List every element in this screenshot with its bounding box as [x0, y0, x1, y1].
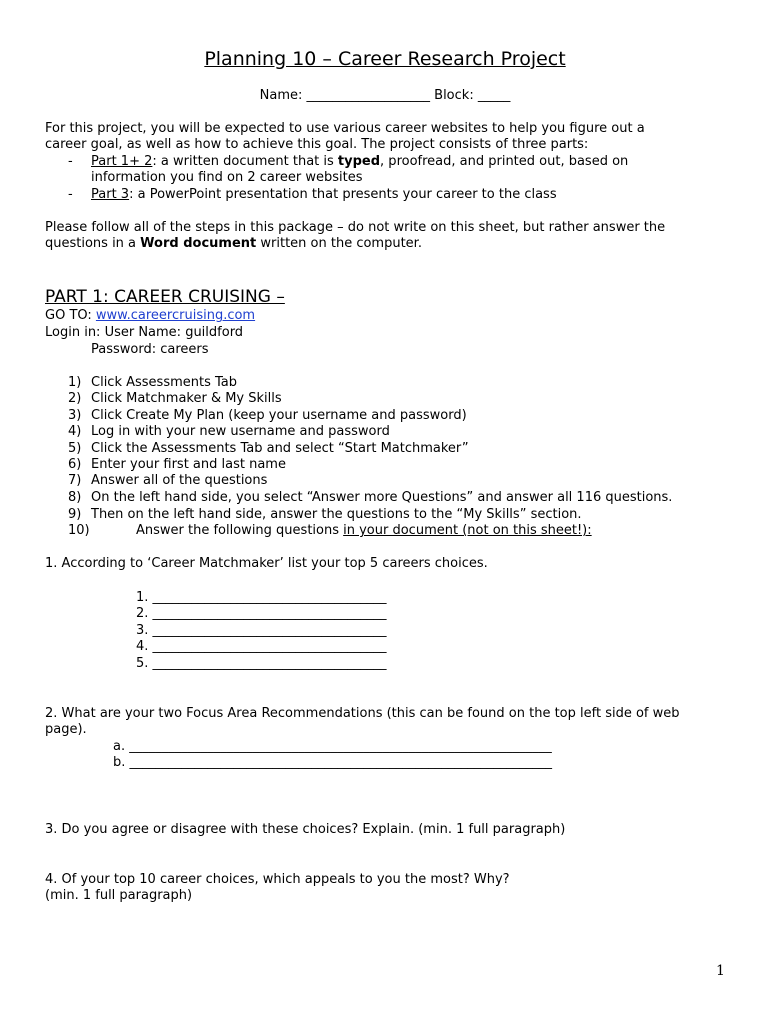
step-num: 6) [68, 457, 82, 472]
step-text: Then on the left hand side, answer the questions to the “My Skills” section. [91, 507, 582, 522]
part1-heading: PART 1: CAREER CRUISING – [45, 287, 285, 307]
step-text: Click the Assessments Tab and select “Start Matchmaker” [91, 441, 469, 456]
step-num: 8) [68, 490, 82, 505]
step-text: Click Assessments Tab [91, 375, 238, 390]
page-number: 1 [716, 963, 725, 979]
step-10-pre: Answer the following questions [136, 523, 344, 538]
question-4-line-2: (min. 1 full paragraph) [45, 888, 193, 903]
login-line: Login in: User Name: guildford [45, 325, 244, 340]
question-3: 3. Do you agree or disagree with these choices? Explain. (min. 1 full paragraph) [45, 822, 566, 837]
step-text: Click Matchmaker & My Skills [91, 391, 282, 406]
answer-line: 3. ____________________________________ [136, 623, 387, 638]
step-num: 4) [68, 424, 82, 439]
bullet-text: : a written document that is [152, 154, 338, 169]
goto-line [45, 308, 255, 324]
step-num: 2) [68, 391, 82, 406]
question-2-line-1: 2. What are your two Focus Area Recommendations (this can be found on the top left side of web [45, 706, 680, 721]
step-text: Click Create My Plan (keep your username and password) [91, 408, 467, 423]
bullet-bold-typed: typed [337, 154, 381, 169]
step-text: Log in with your new username and password [91, 424, 390, 439]
bullet-dash: - [68, 187, 73, 202]
step-num: 10) [68, 523, 90, 538]
step-text: Answer all of the questions [91, 473, 268, 488]
intro-line-1: For this project, you will be expected to use various career websites to help you figure out a [45, 121, 645, 136]
answer-line: b. _________________________________________________________________ [113, 755, 553, 770]
question-2-line-2: page). [45, 722, 87, 737]
password-line: Password: careers [91, 342, 209, 357]
step-num: 7) [68, 473, 82, 488]
answer-line: 2. ____________________________________ [136, 606, 387, 621]
answer-line: 4. ____________________________________ [136, 639, 387, 654]
part-1-2-label: Part 1+ 2 [91, 154, 153, 169]
page-title: Planning 10 – Career Research Project [204, 48, 566, 70]
instructions-text: questions in a [45, 236, 141, 251]
name-block-field: Name: ___________________ Block: _____ [259, 88, 511, 103]
step-10-underlined: in your document (not on this sheet!): [343, 523, 592, 538]
question-1: 1. According to ‘Career Matchmaker’ list your top 5 careers choices. [45, 556, 488, 571]
bullet-part-1-2 [91, 154, 628, 170]
answer-line: 5. ____________________________________ [136, 656, 387, 671]
step-num: 9) [68, 507, 82, 522]
bullet-part-1-2-cont: information you find on 2 career websites [91, 170, 363, 185]
step-num: 5) [68, 441, 82, 456]
step-num: 1) [68, 375, 82, 390]
part-3-label: Part 3 [91, 187, 130, 202]
question-4-line-1: 4. Of your top 10 career choices, which appeals to you the most? Why? [45, 872, 510, 887]
bullet-part-3 [91, 187, 557, 203]
step-text: On the left hand side, you select “Answer more Questions” and answer all 116 questions. [91, 490, 673, 505]
step-10-text [136, 523, 592, 539]
instructions-line-1: Please follow all of the steps in this package – do not write on this sheet, but rather answer the [45, 220, 666, 235]
instructions-line-2 [45, 236, 422, 252]
careercruising-link[interactable]: www.careercruising.com [95, 308, 256, 323]
bullet-text-end: , proofread, and printed out, based on [380, 154, 629, 169]
word-document-bold: Word document [140, 236, 257, 251]
instructions-text-end: written on the computer. [256, 236, 422, 251]
step-num: 3) [68, 408, 82, 423]
bullet-dash: - [68, 154, 73, 169]
intro-line-2: career goal, as well as how to achieve this goal. The project consists of three parts: [45, 137, 589, 152]
step-text: Enter your first and last name [91, 457, 286, 472]
answer-line: a. _________________________________________________________________ [113, 739, 552, 754]
answer-line: 1. ____________________________________ [136, 590, 387, 605]
goto-label: GO TO: [45, 308, 96, 323]
bullet-text: : a PowerPoint presentation that presents your career to the class [129, 187, 557, 202]
